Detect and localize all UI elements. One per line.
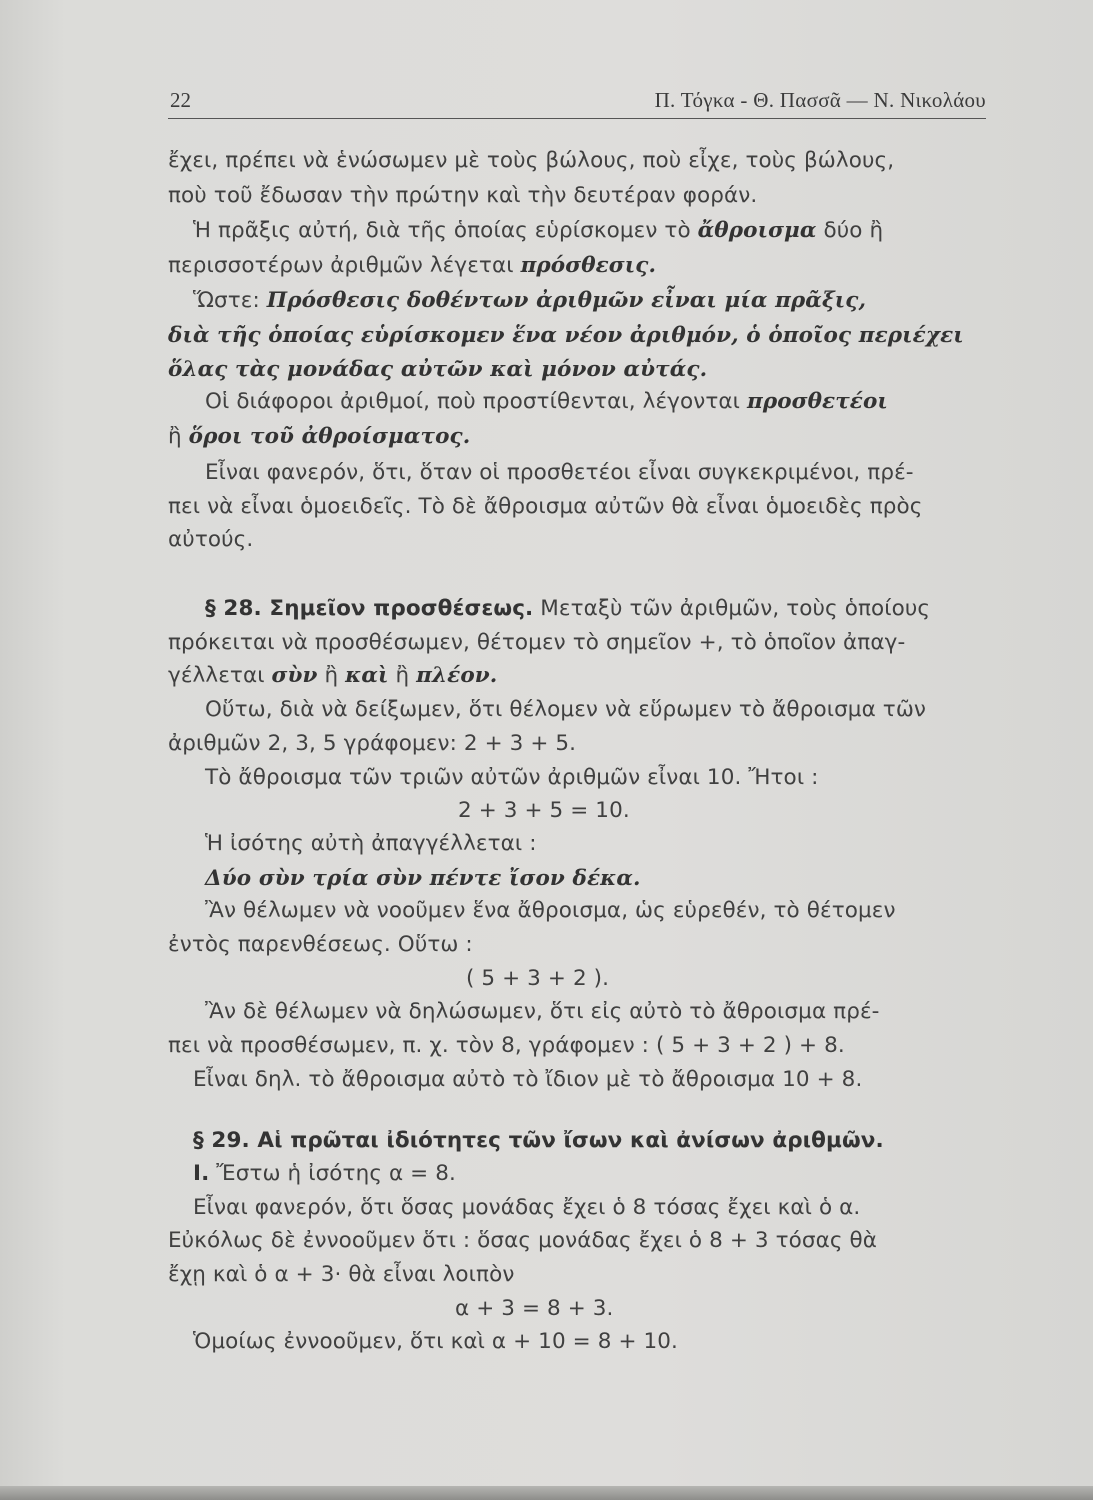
text-line: Τὸ ἄθροισμα τῶν τριῶν αὐτῶν ἀριθμῶν εἶναι 10. Ἤτοι : (205, 765, 819, 790)
text-line: γέλλεται σὺν ἢ καὶ ἢ πλέον. (168, 663, 498, 688)
definition-line: διὰ τῆς ὁποίας εὑρίσκομεν ἕνα νέον ἀριθμόν, ὁ ὁποῖος περιέχει (168, 323, 964, 348)
text-line: I. Ἔστω ἡ ἰσότης α = 8. (193, 1161, 456, 1186)
text-line: Ὁμοίως ἐννοοῦμεν, ὅτι καὶ α + 10 = 8 + 10. (193, 1329, 678, 1354)
text-line: περισσοτέρων ἀριθμῶν λέγεται πρόσθεσις. (168, 253, 657, 278)
text-line: ἔχῃ καὶ ὁ α + 3· θὰ εἶναι λοιπὸν (168, 1262, 515, 1287)
text-line: Εἶναι φανερόν, ὅτι, ὅταν οἱ προσθετέοι εἶναι συγκεκριμένοι, πρέ- (205, 460, 914, 485)
text-line: Εἶναι δηλ. τὸ ἄθροισμα αὐτὸ τὸ ἴδιον μὲ τὸ ἄθροισμα 10 + 8. (193, 1067, 863, 1092)
text-line: ἐντὸς παρενθέσεως. Οὕτω : (168, 932, 473, 957)
text-line: πει νὰ εἶναι ὁμοειδεῖς. Τὸ δὲ ἄθροισμα αὐτῶν θὰ εἶναι ὁμοειδὲς πρὸς (168, 494, 923, 519)
term-athroisma: ἄθροισμα (697, 218, 817, 243)
page-bottom-edge (0, 1486, 1093, 1500)
text-line: πει νὰ προσθέσωμεν, π. χ. τὸν 8, γράφομεν : ( 5 + 3 + 2 ) + 8. (168, 1033, 845, 1058)
text-line: πρόκειται νὰ προσθέσωμεν, θέτομεν τὸ σημεῖον +, τὸ ὁποῖον ἀπαγ- (168, 630, 906, 655)
equation: α + 3 = 8 + 3. (455, 1296, 614, 1321)
text-line: ἢ ὅροι τοῦ ἀθροίσματος. (168, 424, 471, 449)
text-line: ἔχει, πρέπει νὰ ἑνώσωμεν μὲ τοὺς βώλους, ποὺ εἶχε, τοὺς βώλους, (168, 148, 895, 173)
definition-line: Ὥστε: Πρόσθεσις δοθέντων ἀριθμῶν εἶναι μία πρᾶξις, (193, 288, 867, 313)
text-line: Ἡ πρᾶξις αὐτή, διὰ τῆς ὁποίας εὑρίσκομεν τὸ ἄθροισμα δύο ἢ (193, 218, 884, 243)
equation: ( 5 + 3 + 2 ). (466, 966, 610, 991)
page-number: 22 (170, 88, 191, 112)
running-head: Π. Τόγκα - Θ. Πασσᾶ — Ν. Νικολάου (654, 88, 986, 112)
text-line: Ἡ ἰσότης αὐτὴ ἀπαγγέλλεται : (205, 831, 537, 856)
section-28-heading: § 28. Σημεῖον προσθέσεως. Μεταξὺ τῶν ἀριθμῶν, τοὺς ὁποίους (205, 596, 931, 621)
term-prosthesis: πρόσθεσις. (520, 253, 657, 278)
text-line: Οἱ διάφοροι ἀριθμοί, ποὺ προστίθενται, λέγονται προσθετέοι (205, 389, 888, 414)
verbal-equation: Δύο σὺν τρία σὺν πέντε ἴσον δέκα. (205, 866, 641, 891)
term-prosthetoi: προσθετέοι (746, 389, 888, 414)
text-line: Οὕτω, διὰ νὰ δείξωμεν, ὅτι θέλομεν νὰ εὕρωμεν τὸ ἄθροισμα τῶν (205, 697, 927, 722)
definition-line: ὅλας τὰς μονάδας αὐτῶν καὶ μόνον αὐτάς. (168, 357, 708, 382)
text-line: αὐτούς. (168, 527, 254, 552)
text-line: Εὐκόλως δὲ ἐννοοῦμεν ὅτι : ὅσας μονάδας ἔχει ὁ 8 + 3 τόσας θὰ (168, 1228, 878, 1253)
page-header (168, 88, 986, 119)
text-line: Ἂν δὲ θέλωμεν νὰ δηλώσωμεν, ὅτι εἰς αὐτὸ τὸ ἄθροισμα πρέ- (205, 999, 880, 1024)
text-line: Εἶναι φανερόν, ὅτι ὅσας μονάδας ἔχει ὁ 8 τόσας ἔχει καὶ ὁ α. (193, 1195, 861, 1220)
text-line: ποὺ τοῦ ἔδωσαν τὴν πρώτην καὶ τὴν δευτέραν φοράν. (168, 183, 758, 208)
section-29-heading: § 29. Αἱ πρῶται ἰδιότητες τῶν ἴσων καὶ ἀνίσων ἀριθμῶν. (193, 1128, 884, 1153)
equation: 2 + 3 + 5 = 10. (458, 798, 630, 823)
text-line: Ἂν θέλωμεν νὰ νοοῦμεν ἕνα ἄθροισμα, ὡς εὑρεθέν, τὸ θέτομεν (205, 898, 896, 923)
text-line: ἀριθμῶν 2, 3, 5 γράφομεν: 2 + 3 + 5. (168, 731, 577, 756)
